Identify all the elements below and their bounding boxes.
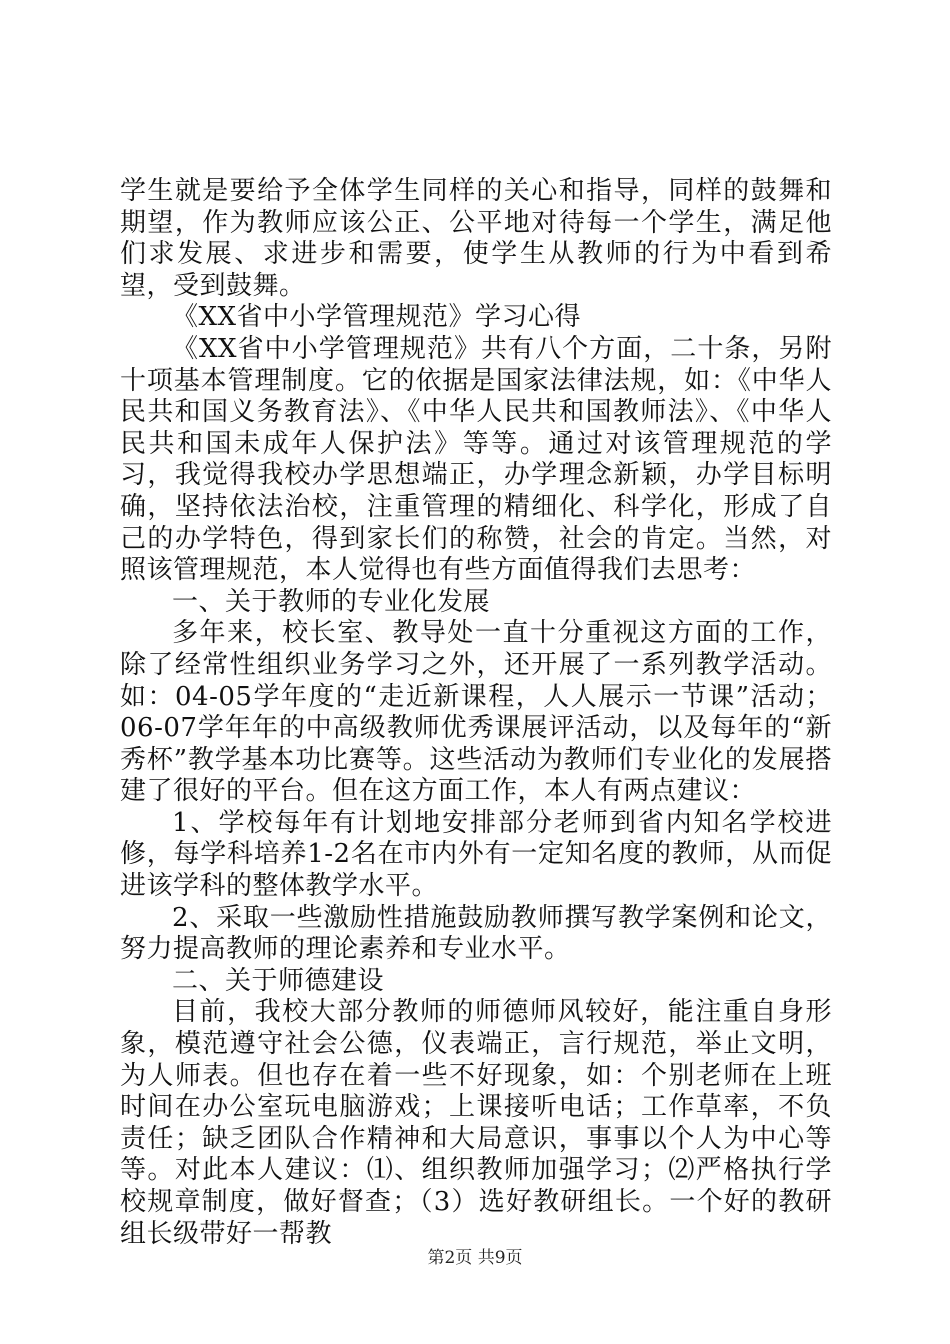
heading-professional-development: 一、关于教师的专业化发展	[172, 586, 491, 617]
suggestion-2: 2、采取一些激励性措施鼓励教师撰写教学案例和论文，努力提高教师的理论素养和专业水平。	[120, 902, 832, 965]
heading-teacher-ethics: 二、关于师德建设	[172, 965, 385, 996]
document-body	[120, 176, 832, 1250]
suggestion-1: 1、学校每年有计划地安排部分老师到省内知名学校进修，每学科培养1-2名在市内外有一定知名度的教师，从而促进该学科的整体教学水平。	[120, 807, 832, 902]
page-number: 第2页 共9页	[427, 1248, 523, 1268]
section-title: 《XX省中小学管理规范》学习心得	[172, 302, 582, 333]
paragraph-intro: 《XX省中小学管理规范》共有八个方面，二十条，另附十项基本管理制度。它的依据是国家法律法规，如：《中华人民共和国义务教育法》、《中华人民共和国教师法》、《中华人民共和国未成年人保护法》等等。通过对该管理规范的学习，我觉得我校办学思想端正，办学理念新颖，办学目标明确，坚持依法治校，注重管理的精细化、科学化，形成了自己的办学特色，得到家长们的称赞，社会的肯定。当然，对照该管理规范，本人觉得也有些方面值得我们去思考：	[120, 333, 832, 586]
paragraph-continuation: 学生就是要给予全体学生同样的关心和指导，同样的鼓舞和期望，作为教师应该公正、公平地对待每一个学生，满足他们求发展、求进步和需要，使学生从教师的行为中看到希望，受到鼓舞。	[120, 176, 832, 301]
paragraph-ethics: 目前，我校大部分教师的师德师风较好，能注重自身形象，模范遵守社会公德，仪表端正，言行规范，举止文明，为人师表。但也存在着一些不好现象，如：个别老师在上班时间在办公室玩电脑游戏；上课接听电话；工作草率，不负责任；缺乏团队合作精神和大局意识，事事以个人为中心等等。对此本人建议：⑴、组织教师加强学习；⑵严格执行学校规章制度，做好督查；（3）选好教研组长。一个好的教研组长级带好一帮教	[120, 997, 832, 1249]
paragraph-activities: 多年来，校长室、教导处一直十分重视这方面的工作，除了经常性组织业务学习之外，还开展了一系列教学活动。如：04-05学年度的“走近新课程，人人展示一节课”活动；06-07学年年的中高级教师优秀课展评活动，以及每年的“新秀杯”教学基本功比赛等。这些活动为教师们专业化的发展搭建了很好的平台。但在这方面工作，本人有两点建议：	[120, 618, 832, 807]
